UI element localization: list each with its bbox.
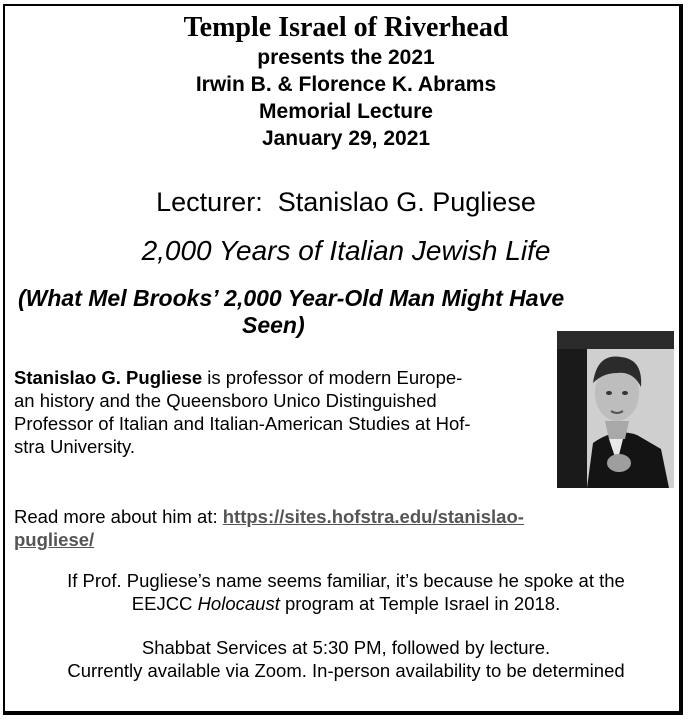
talk-subtitle-line1: (What Mel Brooks’ 2,000 Year-Old Man Might Have xyxy=(18,285,565,311)
read-more-prefix: Read more about him at: xyxy=(14,506,223,527)
lecturer-line: Lecturer: Stanislao G. Pugliese xyxy=(156,187,536,217)
familiar-program-name: Holocaust xyxy=(197,593,280,614)
organization-name: Temple Israel of Riverhead xyxy=(183,12,509,43)
lecturer-photo xyxy=(557,331,674,488)
familiar-text-a: EEJCC xyxy=(131,593,198,614)
presents-line: presents the 2021 xyxy=(257,46,435,69)
lecture-date: January 29, 2021 xyxy=(261,127,431,150)
familiar-text-b: program at Temple Israel in 2018. xyxy=(279,593,561,614)
services-line-2: Currently available via Zoom. In-person availability to be determined xyxy=(67,660,625,681)
profile-link-continued[interactable]: pugliese/ xyxy=(14,529,95,550)
profile-link[interactable]: https://sites.hofstra.edu/stanislao- xyxy=(222,506,524,527)
services-line-1: Shabbat Services at 5:30 PM, followed by lecture. xyxy=(141,637,551,658)
familiar-line-2 xyxy=(0,592,692,615)
bio-line-1 xyxy=(14,366,544,389)
talk-title: 2,000 Years of Italian Jewish Life xyxy=(141,235,551,266)
lecture-name: Irwin B. & Florence K. Abrams xyxy=(195,73,497,96)
bio-line-2: an history and the Queensboro Unico Distinguished xyxy=(14,390,437,411)
bio-text-1: is professor of modern Europe- xyxy=(202,367,463,388)
read-more-line xyxy=(14,505,524,551)
bio-line-3: Professor of Italian and Italian-American Studies at Hof- xyxy=(14,413,471,434)
talk-subtitle-line2: Seen) xyxy=(242,312,305,338)
lecture-type: Memorial Lecture xyxy=(259,100,433,123)
bio-name: Stanislao G. Pugliese xyxy=(14,367,203,388)
lecturer-bio xyxy=(14,366,544,458)
bio-line-4: stra University. xyxy=(14,436,135,457)
familiar-line-1: If Prof. Pugliese’s name seems familiar, it’s because he spoke at the xyxy=(67,570,625,591)
